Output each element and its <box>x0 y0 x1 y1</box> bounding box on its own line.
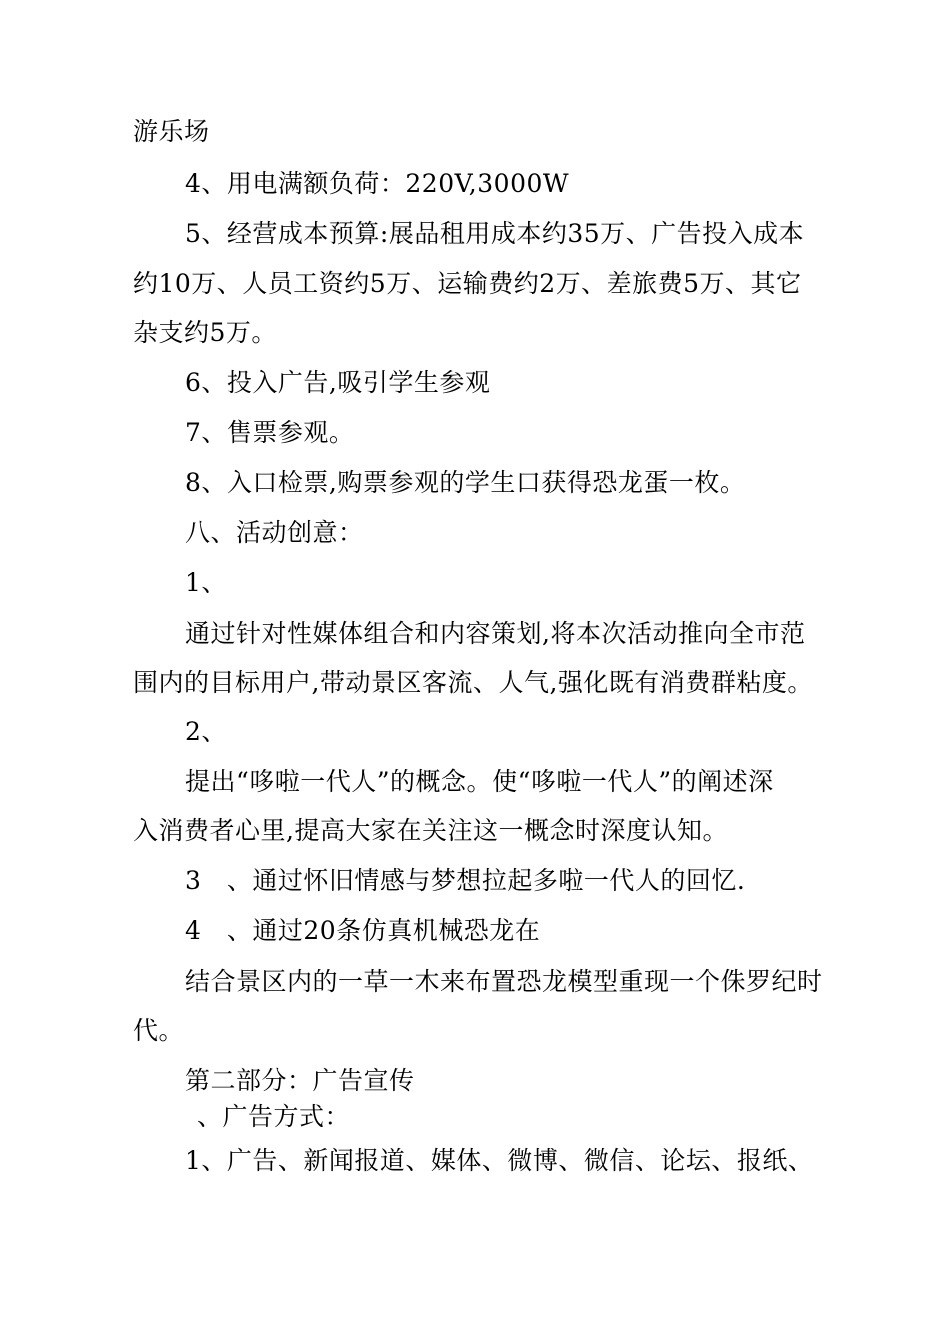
text-line-11: 通过针对性媒体组合和内容策划,将本次活动推向全市范 <box>185 619 806 648</box>
text-line-3: 5、经营成本预算:展品租用成本约35万、广告投入成本 <box>185 219 805 248</box>
text-line-4: 约10万、人员工资约5万、运输费约2万、差旅费5万、其它 <box>133 269 802 298</box>
text-line-6: 6、投入广告,吸引学生参观 <box>185 368 491 397</box>
text-line-10: 1、 <box>185 568 227 597</box>
text-line-16: 3 、通过怀旧情感与梦想拉起多啦一代人的回忆. <box>185 866 746 895</box>
subheading-ad-methods: 、广告方式： <box>197 1102 351 1131</box>
text-line-2: 4、用电满额负荷：220V,3000W <box>185 169 570 198</box>
text-line-1: 游乐场 <box>133 117 210 146</box>
text-line-13: 2、 <box>185 717 227 746</box>
section-heading-activity-ideas: 八、活动创意： <box>185 518 364 547</box>
text-line-18: 结合景区内的一草一木来布置恐龙模型重现一个侏罗纪时 <box>185 967 823 996</box>
text-line-5: 杂支约5万。 <box>133 318 277 347</box>
text-line-8: 8、入口检票,购票参观的学生口获得恐龙蛋一枚。 <box>185 468 746 497</box>
text-line-14: 提出“哆啦一代人”的概念。使“哆啦一代人”的阐述深 <box>185 767 774 796</box>
text-line-15: 入消费者心里,提高大家在关注这一概念时深度认知。 <box>133 816 728 845</box>
text-line-19: 代。 <box>133 1016 185 1045</box>
section-heading-part-two: 第二部分：广告宣传 <box>185 1066 415 1095</box>
text-line-7: 7、售票参观。 <box>185 418 355 447</box>
text-line-12: 围内的目标用户,带动景区客流、人气,强化既有消费群粘度。 <box>133 668 813 697</box>
text-line-17: 4 、通过20条仿真机械恐龙在 <box>185 916 541 945</box>
text-line-22: 1、广告、新闻报道、媒体、微博、微信、论坛、报纸、 <box>185 1146 814 1175</box>
